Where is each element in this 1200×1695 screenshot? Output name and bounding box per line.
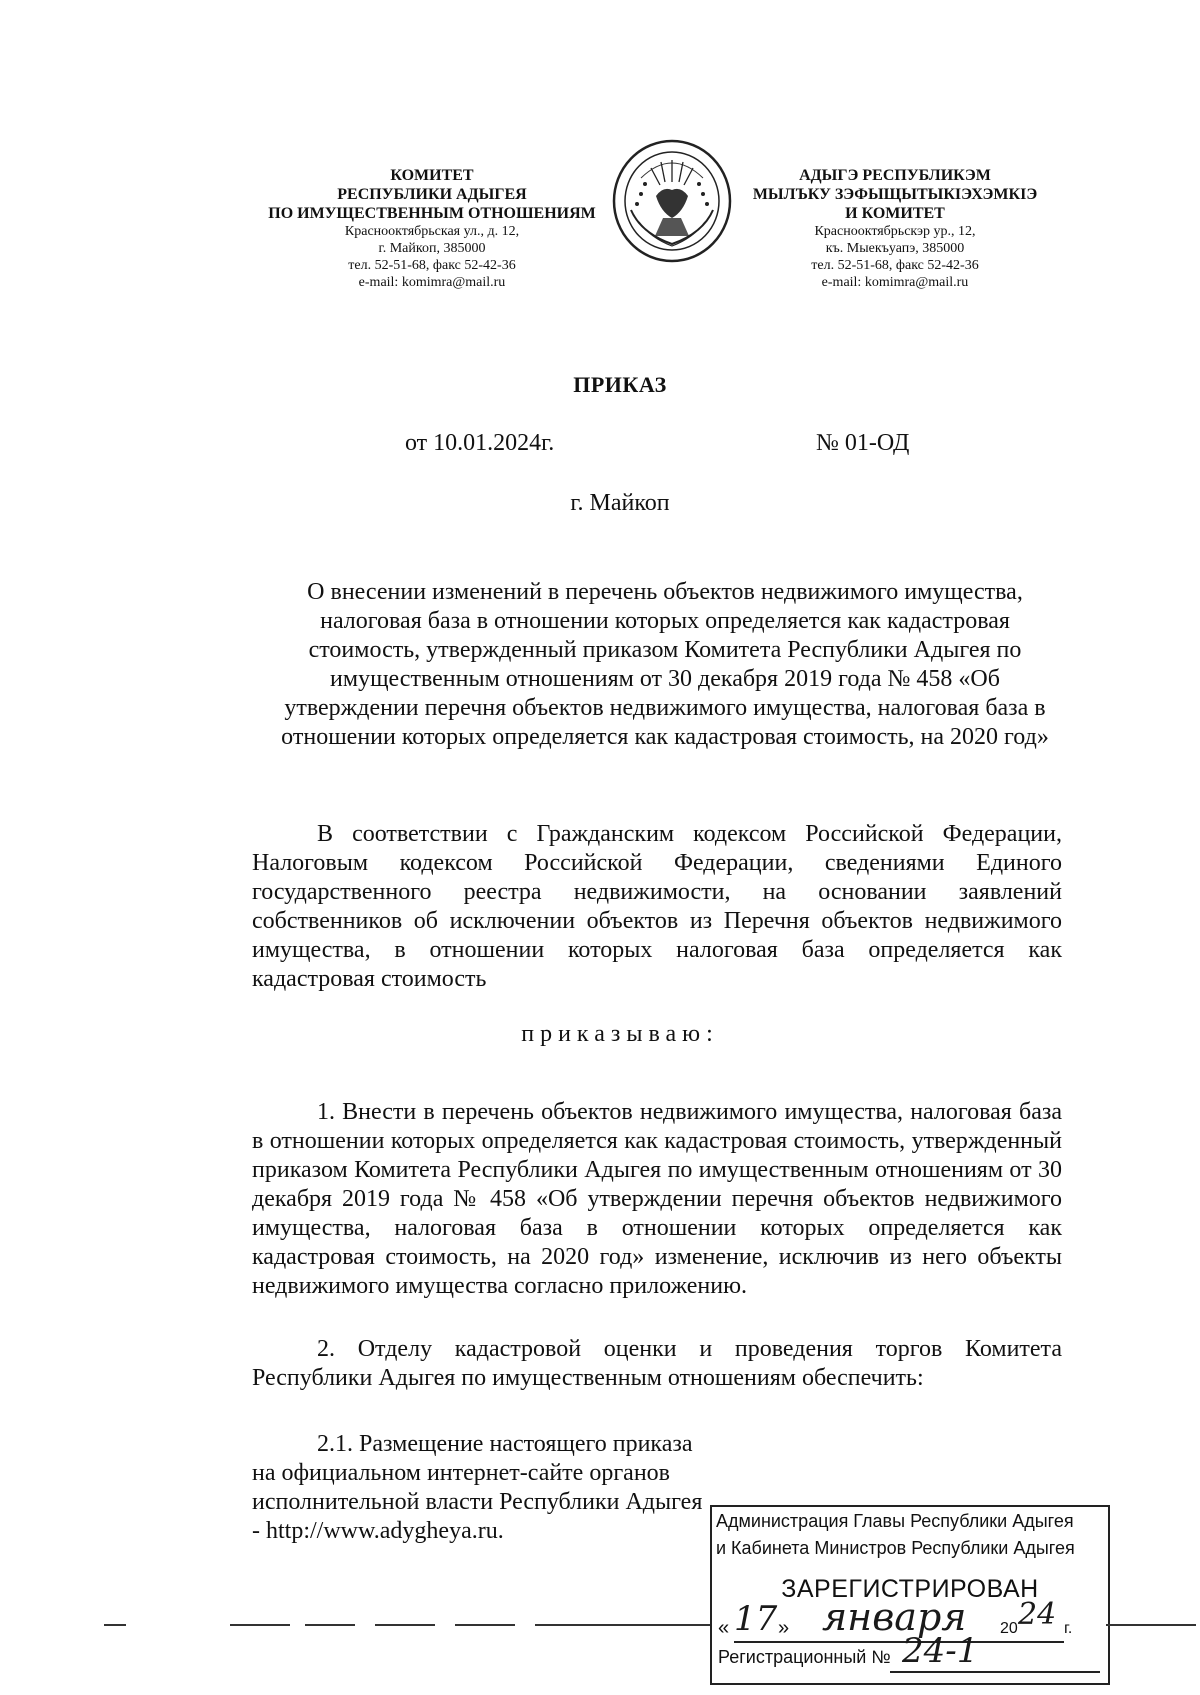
header-left-block (232, 166, 632, 291)
bottom-dash-7 (1106, 1624, 1196, 1626)
registration-stamp (710, 1505, 1110, 1685)
item-2-1-paragraph: 2.1. Размещение настоящего приказа на официальном интернет-сайте органов исполнительной власти Республики Адыгея - http://www.adygheya.ru. (252, 1431, 703, 1544)
header-left-address1: Краснооктябрьская ул., д. 12, (344, 224, 520, 239)
header-left-email: e-mail: komimra@mail.ru (358, 275, 506, 290)
stamp-line1: Администрация Главы Республики Адыгея (716, 1511, 1074, 1531)
header-right-address1: Краснооктябрьскэр ур., 12, (814, 224, 976, 239)
bottom-dash-1 (104, 1624, 126, 1626)
header-left-phone: тел. 52-51-68, факс 52-42-36 (348, 258, 516, 273)
document-number: № 01-ОД (816, 430, 910, 456)
stamp-date-underline (734, 1641, 1064, 1643)
stamp-reg-number: 24-1 (902, 1631, 979, 1671)
bottom-dash-4 (375, 1624, 435, 1626)
document-date: от 10.01.2024г. (405, 430, 555, 456)
header-right-line2: МЫЛЪКУ ЗЭФЫЩЫТЫКIЭХЭМКIЭ (752, 186, 1038, 203)
item-1-paragraph: 1. Внести в перечень объектов недвижимого имущества, налоговая база в отношении которых определяется как кадастровая стоимость, утвержденный приказом Комитета Республики Адыгея по имущественным отношениям от 30 декабря 2019 года № 458 «Об утверждении перечня объектов недвижимого имущества, налоговая база в отношении которых определяется как кадастровая стоимость, на 2020 год» изменение, исключив из него объекты недвижимого имущества согласно приложению. (252, 1099, 1062, 1299)
header-right-email: e-mail: komimra@mail.ru (821, 275, 969, 290)
bottom-dash-2 (230, 1624, 290, 1626)
header-right-block (745, 166, 1045, 291)
stamp-quote-close: » (778, 1617, 790, 1639)
stamp-year-unit: г. (1064, 1620, 1073, 1637)
item-2-paragraph: 2. Отделу кадастровой оценки и проведения торгов Комитета Республики Адыгея по имущественным отношениям обеспечить: (252, 1336, 1062, 1391)
stamp-year-prefix: 20 (1000, 1620, 1018, 1637)
preamble-paragraph: В соответствии с Гражданским кодексом Российской Федерации, Налоговым кодексом Российской Федерации, сведениями Единого государственного реестра недвижимости, на основании заявлений собственников об исключении объектов из Перечня объектов недвижимого имущества, в отношении которых налоговая база определяется как кадастровая стоимость (252, 821, 1062, 992)
header-left-line2: РЕСПУБЛИКИ АДЫГЕЯ (337, 186, 527, 203)
header-left-address2: г. Майкоп, 385000 (378, 241, 486, 256)
stamp-year-suffix: 24 (1018, 1597, 1057, 1632)
header-right-line1: АДЫГЭ РЕСПУБЛИКЭМ (799, 167, 991, 184)
stamp-quote-open: « (718, 1617, 730, 1639)
coat-of-arms-emblem (611, 138, 733, 264)
header-right-phone: тел. 52-51-68, факс 52-42-36 (811, 258, 979, 273)
header-right-address2: къ. Мыекъуапэ, 385000 (825, 241, 965, 256)
header-right-line3: И КОМИТЕТ (845, 205, 945, 222)
bottom-dash-6 (535, 1624, 710, 1626)
bottom-dash-5 (455, 1624, 515, 1626)
stamp-line2: и Кабинета Министров Республики Адыгея (716, 1538, 1075, 1558)
stamp-status: ЗАРЕГИСТРИРОВАН (781, 1575, 1039, 1603)
document-title: ПРИКАЗ (573, 372, 667, 397)
document-subject: О внесении изменений в перечень объектов недвижимого имущества, налоговая база в отношении которых определяется как кадастровая стоимость, утвержденный приказом Комитета Республики Адыгея по имущественным отношениям от 30 декабря 2019 года № 458 «Об утверждении перечня объектов недвижимого имущества, налоговая база в отношении которых определяется как кадастровая стоимость, на 2020 год» (281, 579, 1049, 750)
document-city: г. Майкоп (570, 490, 670, 516)
stamp-reg-underline (890, 1671, 1100, 1673)
header-left-line1: КОМИТЕТ (390, 167, 474, 184)
stamp-day: 17 (734, 1599, 778, 1639)
stamp-reg-label: Регистрационный № (718, 1647, 891, 1667)
stamp-month: января (822, 1595, 967, 1639)
order-word: приказываю: (521, 1021, 719, 1047)
bottom-dash-3 (305, 1624, 355, 1626)
header-left-line3: ПО ИМУЩЕСТВЕННЫМ ОТНОШЕНИЯМ (268, 205, 596, 222)
